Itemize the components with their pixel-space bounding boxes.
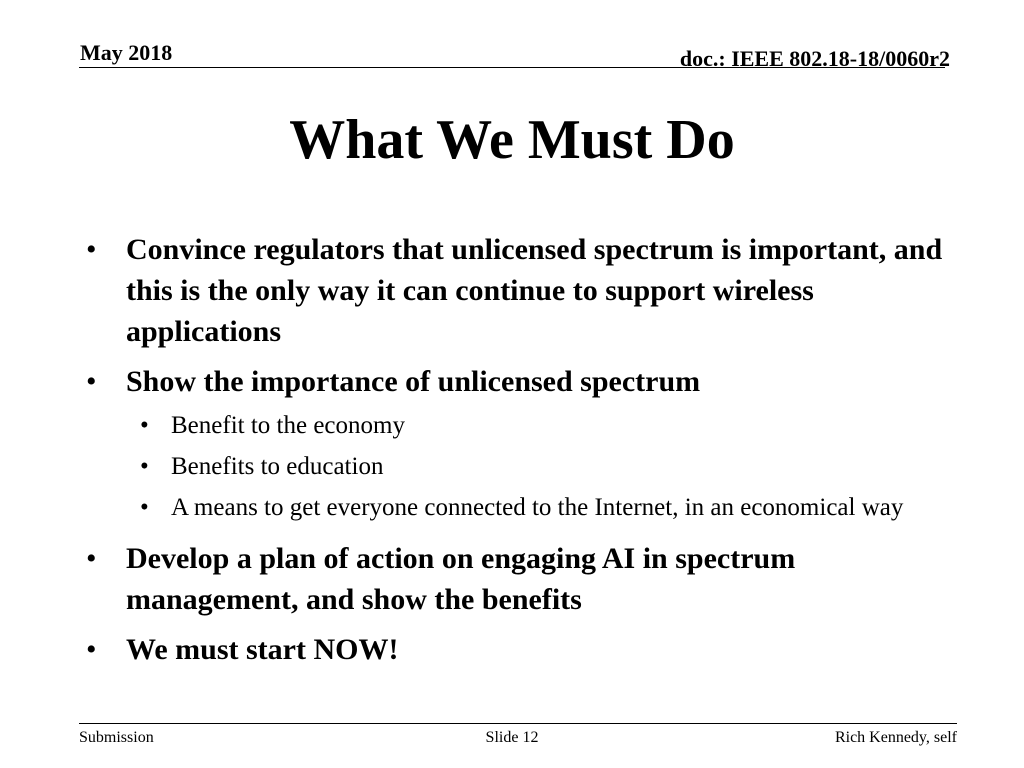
sub-bullet-text: Benefits to education	[171, 453, 384, 480]
bullet-text: Show the importance of unlicensed spectrum	[126, 365, 701, 398]
bullet-text: We must start NOW!	[126, 633, 399, 666]
bullet-text: Develop a plan of action on engaging AI in spectrum management, and show the benefits	[126, 542, 796, 616]
bullet-item	[0, 538, 1024, 620]
bullet-icon: •	[86, 633, 97, 666]
bullet-icon: •	[86, 365, 97, 398]
bullet-item	[0, 629, 1024, 670]
header-divider	[79, 67, 945, 68]
sub-bullet-icon: •	[140, 453, 149, 480]
sub-bullet-item	[0, 491, 1024, 525]
bullet-item	[0, 361, 1024, 402]
sub-bullet-icon: •	[140, 412, 149, 439]
footer-divider	[79, 723, 957, 724]
bullet-item	[0, 229, 1024, 352]
bullet-text: Convince regulators that unlicensed spectrum is important, and this is the only way it can continue to support wireless applications	[126, 233, 943, 348]
sub-bullet-icon: •	[140, 494, 149, 521]
header-date: May 2018	[80, 40, 173, 65]
footer-author: Rich Kennedy, self	[834, 729, 957, 746]
header-document-id: doc.: IEEE 802.18-18/0060r2	[679, 46, 950, 71]
sub-bullet-text: A means to get everyone connected to the Internet, in an economical way	[171, 494, 904, 521]
footer-submission: Submission	[79, 729, 154, 746]
footer-slide-number: Slide 12	[485, 729, 539, 746]
bullet-icon: •	[86, 233, 97, 266]
sub-bullet-item	[0, 409, 1024, 443]
sub-bullet-text: Benefit to the economy	[171, 412, 405, 439]
slide-title: What We Must Do	[289, 109, 735, 171]
sub-bullet-item	[0, 450, 1024, 484]
bullet-icon: •	[86, 542, 97, 575]
bullet-list	[0, 229, 1024, 670]
